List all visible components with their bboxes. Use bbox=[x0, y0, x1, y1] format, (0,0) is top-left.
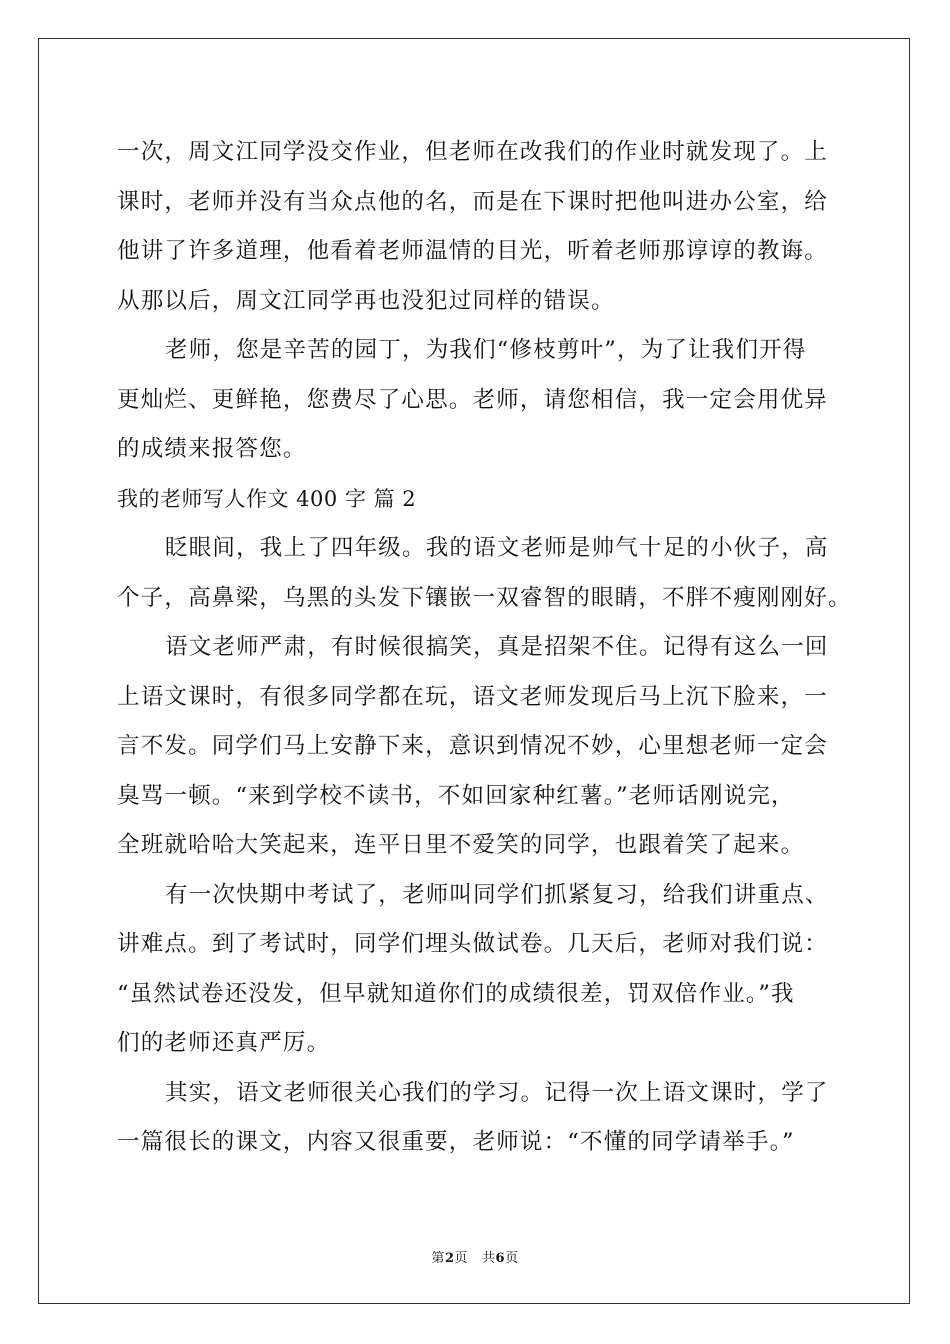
text-line: 讲难点。到了考试时，同学们埋头做试卷。几天后，老师对我们说： bbox=[117, 931, 829, 957]
text-line: 们的老师还真严厉。 bbox=[117, 1030, 331, 1056]
paragraph-start-line: 有一次快期中考试了，老师叫同学们抓紧复习，给我们讲重点、 bbox=[165, 881, 829, 908]
section-title: 我的老师写人作文 400 字 篇 2 bbox=[117, 486, 417, 511]
text-line: 上语文课时，有很多同学都在玩，语文老师发现后马上沉下脸来，一 bbox=[117, 683, 829, 710]
total-suffix: 页 bbox=[505, 1251, 519, 1266]
paragraph-start-line: 老师，您是辛苦的园丁，为我们“修枝剪叶”，为了让我们开得 bbox=[165, 337, 807, 363]
text-line: 他讲了许多道理，他看着老师温情的目光，听着老师那谆谆的教诲。 bbox=[117, 238, 829, 264]
text-line: 言不发。同学们马上安静下来，意识到情况不妙，心里想老师一定会 bbox=[117, 733, 829, 759]
total-page-count: 6 bbox=[495, 1251, 506, 1266]
page-prefix: 第 bbox=[431, 1251, 445, 1266]
text-line: 一次，周文江同学没交作业，但老师在改我们的作业时就发现了。上 bbox=[117, 139, 829, 165]
paragraph-start-line: 语文老师严肃，有时候很搞笑，真是招架不住。记得有这么一回 bbox=[165, 634, 829, 660]
text-line: “虽然试卷还没发，但早就知道你们的成绩很差，罚双倍作业。”我 bbox=[117, 980, 795, 1007]
page-footer bbox=[0, 1247, 950, 1266]
page-suffix: 页 bbox=[454, 1251, 468, 1266]
text-line: 课时，老师并没有当众点他的名，而是在下课时把他叫进办公室，给 bbox=[117, 188, 829, 215]
paragraph-start-line: 其实，语文老师很关心我们的学习。记得一次上语文课时，学了 bbox=[165, 1079, 829, 1106]
text-line: 的成绩来报答您。 bbox=[117, 436, 307, 462]
text-line: 臭骂一顿。“来到学校不读书，不如回家种红薯。”老师话刚说完， bbox=[117, 782, 795, 809]
paragraph-start-line: 眨眼间，我上了四年级。我的语文老师是帅气十足的小伙子，高 bbox=[165, 535, 829, 561]
text-line: 个子，高鼻梁，乌黑的头发下镶嵌一双睿智的眼睛，不胖不瘦刚刚好。 bbox=[117, 584, 852, 611]
total-prefix: 共 bbox=[482, 1251, 496, 1266]
document-body bbox=[117, 128, 852, 1168]
text-line: 全班就哈哈大笑起来，连平日里不爱笑的同学，也跟着笑了起来。 bbox=[117, 832, 805, 858]
text-line: 从那以后，周文江同学再也没犯过同样的错误。 bbox=[117, 287, 615, 314]
text-line: 更灿烂、更鲜艳，您费尽了心思。老师，请您相信，我一定会用优异 bbox=[117, 386, 829, 413]
current-page-number: 2 bbox=[444, 1251, 455, 1266]
text-line: 一篇很长的课文，内容又很重要，老师说：“不懂的同学请举手。” bbox=[117, 1129, 795, 1155]
